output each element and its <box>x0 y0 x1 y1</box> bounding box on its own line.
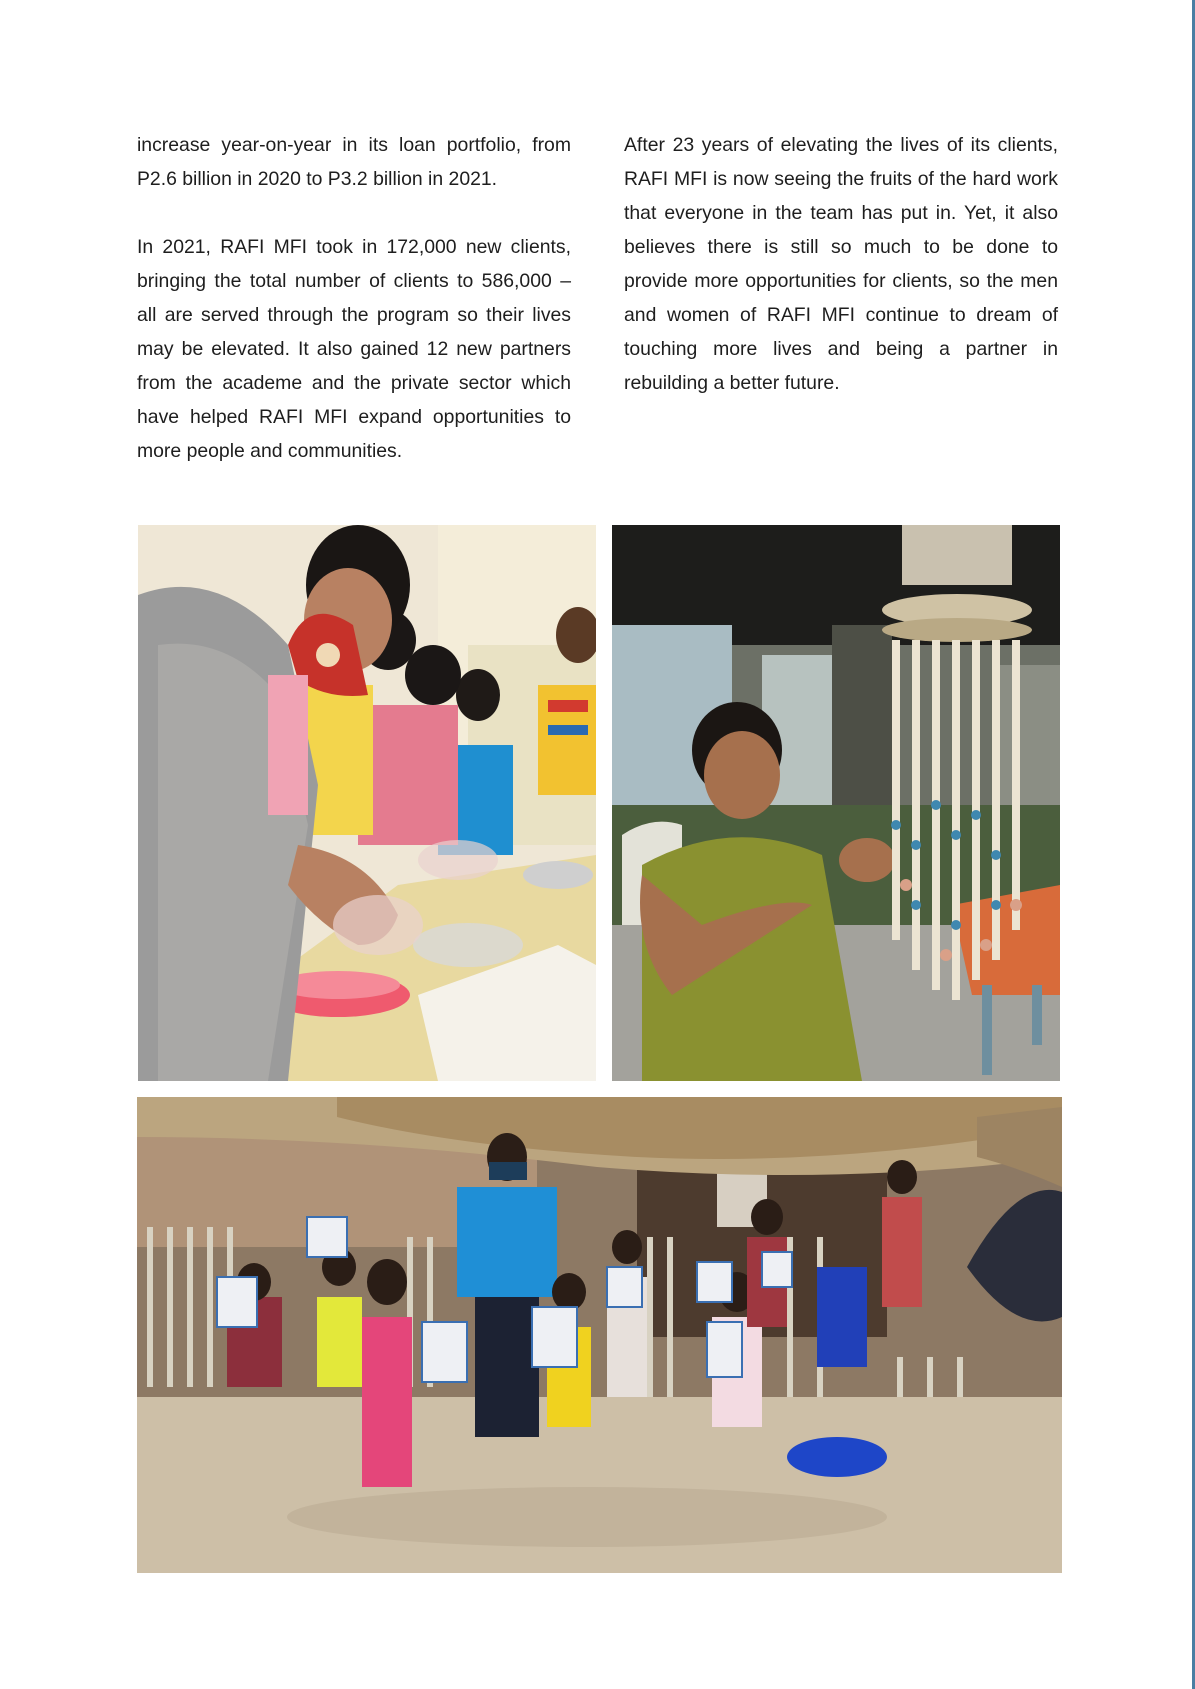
left-paragraph-1: increase year-on-year in its loan portfolio, from P2.6 billion in 2020 to P3.2 billion in 2021. <box>137 134 571 190</box>
food-preparation-photo <box>138 525 596 1081</box>
children-books-photo <box>137 1097 1062 1573</box>
left-text-column <box>137 128 571 502</box>
left-paragraph-2: In 2021, RAFI MFI took in 172,000 new clients, bringing the total number of clients to 586,000 – all are served through the program so their lives may be elevated. It also gained 12 new partners from the academe and the private sector which have helped RAFI MFI expand opportunities to more people and communities. <box>137 236 571 462</box>
right-paragraph-1: After 23 years of elevating the lives of its clients, RAFI MFI is now seeing the fruits of the hard work that everyone in the team has put in. Yet, it also believes there is still so much to be done to provide more opportunities for clients, so the men and women of RAFI MFI continue to dream of touching more lives and being a partner in rebuilding a better future. <box>624 134 1058 394</box>
right-text-column <box>624 128 1058 434</box>
shell-chime-photo <box>612 525 1060 1081</box>
